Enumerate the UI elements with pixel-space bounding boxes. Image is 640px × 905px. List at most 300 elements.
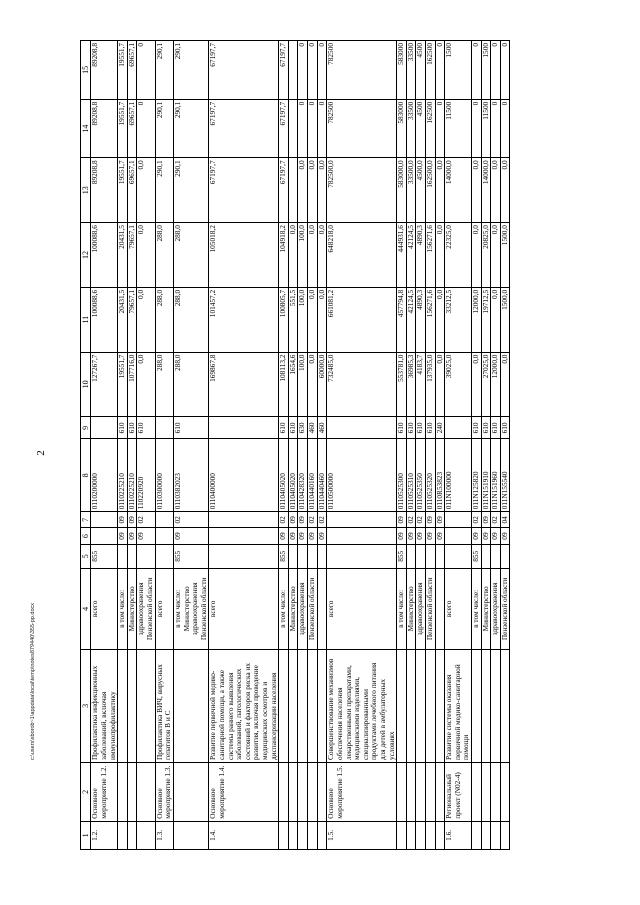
table-cell: 610 — [137, 417, 155, 439]
table-cell — [416, 821, 426, 849]
column-number-cell: 11 — [81, 287, 91, 352]
table-cell: 09 — [279, 528, 289, 544]
table-cell: 0 — [472, 99, 482, 158]
table-cell: Развитие первичной медико-санитарной помощи, а также системы раннего выявления заболеваний, патологических состояний и факторов риска их развития, включая проведение медицинских осмотров и диспансеризации населения — [209, 649, 279, 762]
table-cell: 444931,6 — [397, 223, 407, 288]
table-cell — [491, 544, 501, 568]
table-cell — [127, 821, 137, 849]
table-cell — [173, 821, 208, 849]
table-cell: 290,1 — [173, 41, 208, 100]
column-number-cell: 4 — [81, 568, 91, 649]
table-row — [118, 41, 128, 850]
table-cell — [127, 649, 137, 762]
table-cell: 610 — [288, 417, 298, 439]
table-cell: 288,0 — [155, 223, 173, 288]
table-cell — [155, 417, 173, 439]
table-cell: 0110525300 — [397, 439, 407, 512]
table-cell — [298, 763, 308, 822]
table-cell: 1500 — [481, 41, 491, 100]
table-cell: 0,0 — [491, 158, 501, 223]
table-cell: 09 — [425, 512, 435, 528]
table-cell: 610 — [472, 417, 482, 439]
table-cell — [279, 763, 289, 822]
table-cell: здравоохранения — [298, 568, 308, 649]
table-cell: 4890,3 — [416, 223, 426, 288]
table-cell: Основное мероприятие 1.2. — [91, 763, 118, 822]
table-cell: 0,0 — [435, 223, 445, 288]
table-cell: 290,1 — [155, 158, 173, 223]
table-cell: 1.3. — [155, 821, 173, 849]
table-cell: 0,0 — [500, 352, 510, 417]
table-cell: 0110525320 — [425, 439, 435, 512]
table-cell: Пензенской области — [500, 568, 510, 649]
table-row — [445, 41, 472, 850]
table-cell — [472, 763, 482, 822]
table-cell: 42124,5 — [406, 287, 416, 352]
table-cell — [308, 763, 318, 822]
table-cell: 09 — [481, 528, 491, 544]
table-cell: всего — [209, 568, 279, 649]
column-number-cell: 3 — [81, 649, 91, 762]
table-cell: 011N151910 — [481, 439, 491, 512]
table-cell — [416, 649, 426, 762]
table-cell: 0,0 — [435, 352, 445, 417]
table-cell: 1500,0 — [500, 287, 510, 352]
table-cell — [91, 528, 118, 544]
table-cell: 104918,2 — [279, 223, 289, 288]
table-cell: 0,0 — [317, 287, 327, 352]
table-cell: 09 — [118, 512, 128, 528]
table-cell: 11500 — [481, 99, 491, 158]
table-cell: 09 — [173, 528, 208, 544]
table-cell: 20825,0 — [481, 223, 491, 288]
table-cell: Профилактика инфекционных заболеваний, включая иммунопрофилактику — [91, 649, 118, 762]
table-cell: Основное мероприятие 1.3. — [155, 763, 173, 822]
column-number-cell: 6 — [81, 528, 91, 544]
table-cell — [137, 821, 155, 849]
table-cell — [481, 763, 491, 822]
table-cell: 169867,8 — [209, 352, 279, 417]
table-cell: Региональный проект (N02-4) — [445, 763, 472, 822]
table-cell — [155, 544, 173, 568]
table-cell: 1500 — [445, 41, 472, 100]
table-cell: 460 — [308, 417, 318, 439]
table-cell — [209, 512, 279, 528]
table-cell — [308, 821, 318, 849]
table-cell: 583000 — [397, 41, 407, 100]
table-cell — [209, 528, 279, 544]
table-cell — [481, 649, 491, 762]
table-cell: 09 — [472, 528, 482, 544]
table-cell — [416, 763, 426, 822]
table-cell: 02 — [416, 512, 426, 528]
table-cell — [445, 528, 472, 544]
table-body — [91, 41, 510, 850]
table-cell: 20431,5 — [118, 223, 128, 288]
table-cell: 69657,1 — [127, 41, 137, 100]
table-cell: 09 — [127, 512, 137, 528]
table-cell: 0110225210 — [127, 439, 137, 512]
table-cell: 610 — [481, 417, 491, 439]
table-cell: 09 — [491, 528, 501, 544]
table-cell: 0 — [435, 41, 445, 100]
table-cell: 0 — [500, 99, 510, 158]
table-cell: 782500 — [327, 41, 397, 100]
table-cell: 0 — [491, 99, 501, 158]
table-cell: 09 — [118, 528, 128, 544]
table-cell: 100088,6 — [91, 223, 118, 288]
table-cell: 011N125820 — [472, 439, 482, 512]
table-cell: 19551,7 — [118, 41, 128, 100]
table-cell: 583000 — [397, 99, 407, 158]
table-cell: 0110300000 — [155, 439, 173, 512]
table-cell: 011N100000 — [445, 439, 472, 512]
table-cell — [298, 821, 308, 849]
table-cell: 89208,8 — [91, 41, 118, 100]
table-cell: 137935,0 — [425, 352, 435, 417]
table-cell: 0110500000 — [327, 439, 397, 512]
table-cell: 79657,1 — [127, 287, 137, 352]
table-cell: 288,0 — [173, 352, 208, 417]
table-cell: 09 — [288, 528, 298, 544]
table-cell — [416, 544, 426, 568]
table-cell: Министерство — [288, 568, 298, 649]
table-cell: 100088,6 — [91, 287, 118, 352]
table-cell: 0,0 — [472, 158, 482, 223]
table-cell: 1500,0 — [500, 223, 510, 288]
table-cell — [155, 512, 173, 528]
table-cell: 0110525310 — [406, 439, 416, 512]
table-cell: 288,0 — [173, 223, 208, 288]
table-cell: 89208,8 — [91, 158, 118, 223]
table-cell: 0,0 — [472, 352, 482, 417]
column-number-cell: 9 — [81, 417, 91, 439]
table-cell — [288, 41, 298, 100]
table-cell: 0,0 — [491, 223, 501, 288]
table-cell: 290,1 — [155, 99, 173, 158]
table-cell: 0110428320 — [298, 439, 308, 512]
table-cell — [445, 417, 472, 439]
table-cell — [425, 649, 435, 762]
table-cell — [173, 649, 208, 762]
table-cell: 610 — [397, 417, 407, 439]
table-cell: 162500 — [425, 99, 435, 158]
table-cell: 162500,0 — [425, 158, 435, 223]
table-cell: 460 — [317, 417, 327, 439]
table-cell: 09 — [416, 528, 426, 544]
table-cell: 0110525350 — [416, 439, 426, 512]
table-cell — [435, 544, 445, 568]
table-cell: 782500,0 — [327, 158, 397, 223]
table-cell: 11500 — [445, 99, 472, 158]
table-cell: 33500 — [406, 99, 416, 158]
table-cell: 732485,0 — [327, 352, 397, 417]
table-cell: Министерство — [127, 568, 137, 649]
table-cell: 855 — [173, 544, 208, 568]
table-cell: 648218,0 — [327, 223, 397, 288]
table-row — [425, 41, 435, 850]
table-cell — [500, 649, 510, 762]
table-cell: 19551,7 — [118, 158, 128, 223]
table-cell: 02 — [279, 512, 289, 528]
table-cell — [500, 821, 510, 849]
table-cell: 42124,5 — [406, 223, 416, 288]
table-cell: 09 — [137, 528, 155, 544]
table-cell: 09 — [127, 528, 137, 544]
table-cell: 39025,0 — [445, 352, 472, 417]
table-cell: 79657,1 — [127, 223, 137, 288]
table-cell — [118, 649, 128, 762]
table-cell: 67197,7 — [209, 99, 279, 158]
table-cell: 0,0 — [500, 158, 510, 223]
table-cell — [317, 544, 327, 568]
table-cell — [397, 649, 407, 762]
table-cell: 60000,0 — [317, 352, 327, 417]
table-cell: 0,0 — [472, 223, 482, 288]
table-cell: 0,0 — [137, 287, 155, 352]
table-cell: 0110405020 — [279, 439, 289, 512]
table-cell — [288, 649, 298, 762]
table-cell: всего — [155, 568, 173, 649]
table-cell: Основное мероприятие 1.4. — [209, 763, 279, 822]
table-cell — [327, 417, 397, 439]
table-cell: 69657,1 — [127, 158, 137, 223]
table-cell: 0,0 — [137, 223, 155, 288]
table-cell — [298, 544, 308, 568]
column-number-cell: 12 — [81, 223, 91, 288]
table-cell: 100,0 — [298, 223, 308, 288]
table-cell — [425, 544, 435, 568]
table-cell — [481, 821, 491, 849]
column-number-row — [81, 41, 91, 850]
table-row — [279, 41, 289, 850]
table-cell: 67197,7 — [279, 158, 289, 223]
table-cell: 0110200000 — [91, 439, 118, 512]
table-row — [500, 41, 510, 850]
table-cell: 551,5 — [288, 287, 298, 352]
table-cell: 162500 — [425, 41, 435, 100]
table-cell: 610 — [425, 417, 435, 439]
table-cell: 09 — [397, 512, 407, 528]
table-cell: 0,0 — [308, 287, 318, 352]
table-cell — [397, 821, 407, 849]
table-cell: 855 — [279, 544, 289, 568]
rotated-table-container — [80, 40, 600, 850]
table-cell: 67197,7 — [279, 99, 289, 158]
table-row — [472, 41, 482, 850]
table-cell — [279, 821, 289, 849]
column-number-cell: 1 — [81, 821, 91, 849]
table-cell — [118, 821, 128, 849]
table-cell — [406, 821, 416, 849]
table-cell: 0110R53823 — [435, 439, 445, 512]
table-cell — [127, 763, 137, 822]
table-cell: 0 — [435, 99, 445, 158]
table-cell: 04 — [500, 512, 510, 528]
table-cell: 1.5. — [327, 821, 397, 849]
table-cell: 0 — [500, 41, 510, 100]
table-cell — [308, 649, 318, 762]
table-cell: 457794,8 — [397, 287, 407, 352]
table-cell: 0,0 — [435, 158, 445, 223]
table-cell — [308, 544, 318, 568]
table-cell — [288, 99, 298, 158]
table-cell — [397, 763, 407, 822]
table-cell — [91, 512, 118, 528]
column-number-cell: 10 — [81, 352, 91, 417]
table-cell — [491, 649, 501, 762]
table-cell — [406, 544, 416, 568]
table-row — [491, 41, 501, 850]
table-cell — [425, 763, 435, 822]
table-cell: 0,0 — [288, 223, 298, 288]
table-row — [397, 41, 407, 850]
table-cell: 67197,7 — [279, 41, 289, 100]
table-cell: 0 — [308, 41, 318, 100]
table-cell: 0,0 — [317, 223, 327, 288]
table-row — [173, 41, 208, 850]
budget-table — [80, 40, 510, 850]
table-cell: 69657,1 — [127, 99, 137, 158]
table-cell: 02 — [406, 512, 416, 528]
table-cell: 782500 — [327, 99, 397, 158]
table-cell: 108113,2 — [279, 352, 289, 417]
table-cell: 33500,0 — [406, 158, 416, 223]
table-row — [137, 41, 155, 850]
table-cell: 290,1 — [155, 41, 173, 100]
table-cell: 0110382023 — [173, 439, 208, 512]
table-cell: Основное мероприятие 1.5. — [327, 763, 397, 822]
table-cell: 4500 — [416, 99, 426, 158]
table-cell: 0110400000 — [209, 439, 279, 512]
table-cell: 0110225210 — [118, 439, 128, 512]
table-cell: 0 — [317, 99, 327, 158]
table-cell: 100,0 — [298, 352, 308, 417]
table-cell: 100805,7 — [279, 287, 289, 352]
table-cell — [472, 821, 482, 849]
table-cell: 240 — [435, 417, 445, 439]
table-cell: всего — [91, 568, 118, 649]
table-cell — [481, 544, 491, 568]
table-cell: 553781,0 — [397, 352, 407, 417]
table-cell: 101457,2 — [209, 287, 279, 352]
table-cell: 127267,7 — [91, 352, 118, 417]
table-cell: 09 — [288, 512, 298, 528]
table-cell: 288,0 — [155, 352, 173, 417]
table-cell: 288,0 — [173, 287, 208, 352]
table-cell: всего — [445, 568, 472, 649]
table-cell — [209, 544, 279, 568]
table-cell: 630 — [298, 417, 308, 439]
table-cell: в том числе: — [397, 568, 407, 649]
table-cell: 1.4. — [209, 821, 279, 849]
table-cell: 09 — [425, 528, 435, 544]
table-cell — [137, 544, 155, 568]
table-cell: 02 — [308, 512, 318, 528]
table-cell: всего — [327, 568, 397, 649]
column-number-cell: 2 — [81, 763, 91, 822]
table-cell — [127, 544, 137, 568]
table-cell: Профилактика ВИЧ, вирусных гепатитов В и С — [155, 649, 173, 762]
table-cell: 4500 — [416, 41, 426, 100]
table-cell: Министерство — [406, 568, 416, 649]
table-cell: 855 — [91, 544, 118, 568]
table-row — [209, 41, 279, 850]
table-cell: 36985,3 — [406, 352, 416, 417]
table-cell: в том числе: — [279, 568, 289, 649]
table-cell: 0110440460 — [317, 439, 327, 512]
table-cell: 19551,7 — [118, 99, 128, 158]
table-cell: 610 — [416, 417, 426, 439]
table-cell: 0,0 — [491, 287, 501, 352]
table-cell — [137, 649, 155, 762]
table-cell — [118, 544, 128, 568]
table-cell: 09 — [435, 528, 445, 544]
table-cell: 33500 — [406, 41, 416, 100]
table-cell: 09 — [298, 512, 308, 528]
table-cell: 0,0 — [308, 352, 318, 417]
column-number-cell: 8 — [81, 439, 91, 512]
table-cell — [500, 544, 510, 568]
table-cell — [327, 528, 397, 544]
column-number-cell: 5 — [81, 544, 91, 568]
table-cell: 22325,0 — [445, 223, 472, 288]
table-cell: Министерство — [481, 568, 491, 649]
table-cell: 12000,0 — [491, 352, 501, 417]
table-cell: 855 — [472, 544, 482, 568]
table-cell: 33212,5 — [445, 287, 472, 352]
table-cell — [298, 649, 308, 762]
table-cell: 610 — [118, 417, 128, 439]
table-cell — [327, 512, 397, 528]
column-number-cell: 7 — [81, 512, 91, 528]
table-cell: 4183,7 — [416, 352, 426, 417]
table-cell — [209, 417, 279, 439]
table-row — [91, 41, 118, 850]
table-cell: 610 — [173, 417, 208, 439]
table-cell: 14000,0 — [445, 158, 472, 223]
table-cell: 89208,8 — [91, 99, 118, 158]
table-cell: 0 — [491, 41, 501, 100]
table-cell — [425, 821, 435, 849]
table-cell — [137, 763, 155, 822]
table-cell: 14000,0 — [481, 158, 491, 223]
table-cell: 105018,2 — [209, 223, 279, 288]
table-cell: 0 — [137, 41, 155, 100]
table-cell — [491, 821, 501, 849]
table-cell: 661081,2 — [327, 287, 397, 352]
column-number-cell: 13 — [81, 158, 91, 223]
table-cell: 583000,0 — [397, 158, 407, 223]
table-cell — [288, 763, 298, 822]
table-cell: 610 — [279, 417, 289, 439]
table-cell — [406, 649, 416, 762]
table-cell — [445, 512, 472, 528]
table-cell — [173, 763, 208, 822]
table-row — [308, 41, 318, 850]
table-cell: здравоохранения — [416, 568, 426, 649]
table-cell: 09 — [397, 528, 407, 544]
table-cell: 02 — [317, 512, 327, 528]
table-cell: 0110440160 — [308, 439, 318, 512]
table-cell — [288, 544, 298, 568]
table-cell — [327, 544, 397, 568]
table-cell: 02 — [137, 512, 155, 528]
table-cell: 156271,6 — [425, 287, 435, 352]
table-cell: 0,0 — [308, 223, 318, 288]
table-cell: 100,0 — [298, 287, 308, 352]
table-cell: Пензенской области — [308, 568, 318, 649]
